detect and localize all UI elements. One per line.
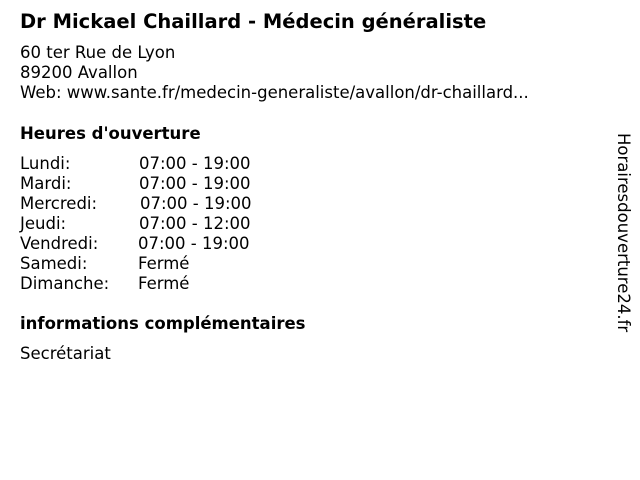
day-label: Mercredi: [20,194,98,213]
day-hours: 07:00 - 19:00 [140,194,252,213]
opening-hours-heading: Heures d'ouverture [20,124,201,143]
additional-info-heading: informations complémentaires [20,314,306,333]
day-label: Dimanche: [20,274,110,293]
website-link[interactable]: Web: www.sante.fr/medecin-generaliste/avallon/dr-chaillard... [20,83,529,102]
day-label: Vendredi: [20,234,99,253]
day-hours: 07:00 - 12:00 [139,214,251,233]
page-title: Dr Mickael Chaillard - Médecin généraliste [20,10,487,33]
day-hours: 07:00 - 19:00 [138,234,250,253]
day-hours: 07:00 - 19:00 [139,154,251,173]
day-label: Samedi: [20,254,88,273]
day-label: Lundi: [20,154,71,173]
day-label: Jeudi: [20,214,67,233]
address-street: 60 ter Rue de Lyon [20,43,176,62]
day-hours: Fermé [138,274,190,293]
day-label: Mardi: [20,174,72,193]
address-block [20,43,529,103]
day-hours: 07:00 - 19:00 [139,174,251,193]
day-hours: Fermé [138,254,190,273]
address-city: 89200 Avallon [20,63,138,82]
site-watermark [612,133,636,373]
additional-info-text: Secrétariat [20,344,111,363]
watermark-text: Horairesdouverture24.fr [614,133,633,333]
